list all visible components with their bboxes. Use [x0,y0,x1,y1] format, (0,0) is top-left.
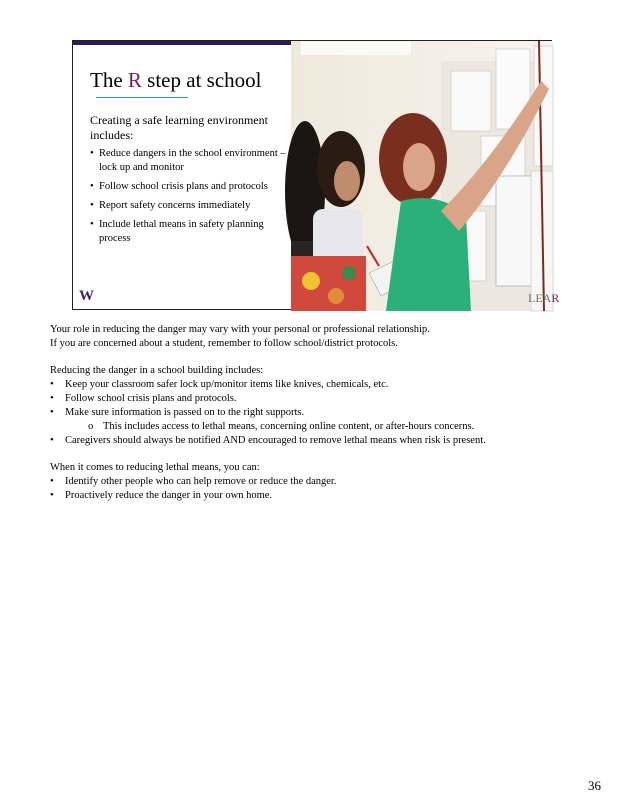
bullet-icon: • [50,407,54,418]
slide-title-r: R [127,68,142,92]
title-underline [96,97,188,98]
school-bullet-text: Follow school crisis plans and protocols. [65,393,237,404]
slide-bullet [90,199,286,213]
slide-bullet-text: Reduce dangers in the school environment – lock up and monitor [99,148,286,173]
slide-bullet [90,218,286,246]
lear-logo [528,291,559,306]
bullet-icon: • [50,393,54,404]
means-bullet [50,475,336,489]
slide-bullet [90,147,286,175]
means-bullet-text: Identify other people who can help remove or reduce the danger. [65,476,337,487]
school-bullet [50,378,388,392]
bullet-icon: • [90,219,94,230]
bullet-icon: • [90,148,94,159]
page-number: 36 [588,778,601,793]
slide-bullet-text: Include lethal means in safety planning process [99,219,264,244]
slide-title-prefix: The [90,68,128,92]
bullet-icon: • [50,379,54,390]
slide-bullet-list [90,147,286,251]
school-sub-bullet-text: This includes access to lethal means, concerning online content, or after-hours concerns. [103,421,475,432]
school-bullet [50,406,304,420]
slide-title [90,67,261,93]
school-bullet-text: Caregivers should always be notified AND encouraged to remove lethal means when risk is present. [65,435,486,446]
bullet-icon: • [50,435,54,446]
bullet-icon: • [50,490,54,501]
school-bullet [50,434,486,448]
school-bullet-text: Make sure information is passed on to the right supports. [65,407,305,418]
means-heading: When it comes to reducing lethal means, you can: [50,462,260,473]
school-bullet [50,392,237,406]
slide-intro: Creating a safe learning environment includes: [90,113,268,142]
intro-line: Your role in reducing the danger may vary with your personal or professional relationship. [50,324,430,335]
slide-bullet-text: Report safety concerns immediately [99,200,251,211]
bullet-icon: • [90,181,94,192]
bullet-icon: • [50,476,54,487]
slide-title-suffix: step at school [141,68,262,92]
intro-line: If you are concerned about a student, remember to follow school/district protocols. [50,338,398,349]
lear-logo-text: LEA [528,291,552,305]
lear-logo-r: R [551,291,560,305]
classroom-photo [291,41,553,311]
slide-text-panel [73,45,291,309]
slide-bullet [90,180,286,194]
sub-bullet-icon: o [88,421,94,432]
bullet-icon: • [90,200,94,211]
uw-logo: W [79,288,93,304]
school-sub-bullet [88,420,474,434]
school-heading: Reducing the danger in a school building includes: [50,365,264,376]
slide-bullet-text: Follow school crisis plans and protocols [99,181,268,192]
means-bullet [50,489,272,503]
slide-image [72,40,560,310]
school-bullet-text: Keep your classroom safer lock up/monitor items like knives, chemicals, etc. [65,379,389,390]
means-bullet-text: Proactively reduce the danger in your own home. [65,490,273,501]
